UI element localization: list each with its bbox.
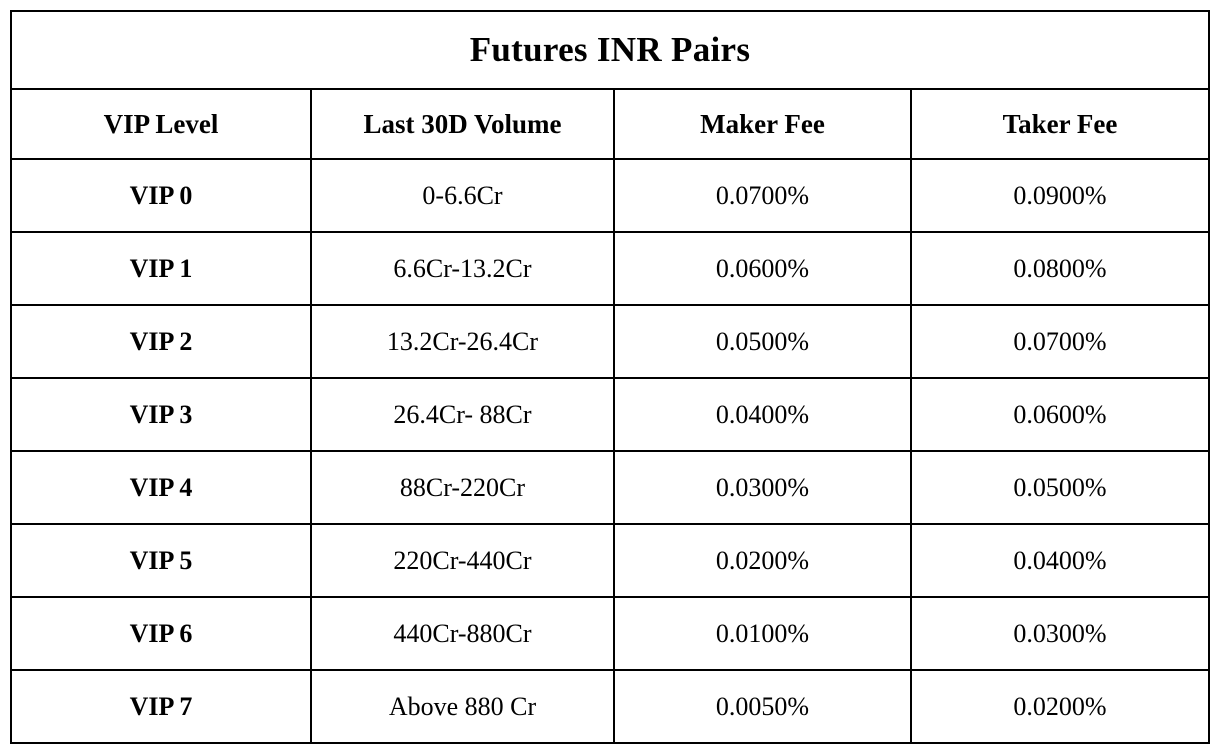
table-row [11,378,1209,451]
cell-vip-level: VIP 2 [11,305,311,378]
cell-maker-fee: 0.0300% [614,451,911,524]
cell-vip-level: VIP 4 [11,451,311,524]
cell-maker-fee: 0.0050% [614,670,911,743]
column-header-maker-fee: Maker Fee [614,89,911,159]
cell-taker-fee: 0.0400% [911,524,1209,597]
cell-vip-level: VIP 0 [11,159,311,232]
table-row [11,597,1209,670]
cell-maker-fee: 0.0500% [614,305,911,378]
table-row [11,524,1209,597]
cell-vip-level: VIP 1 [11,232,311,305]
cell-volume: 0-6.6Cr [311,159,614,232]
table-row [11,305,1209,378]
cell-maker-fee: 0.0600% [614,232,911,305]
cell-taker-fee: 0.0900% [911,159,1209,232]
table-row [11,232,1209,305]
table-header-row [11,89,1209,159]
cell-volume: 220Cr-440Cr [311,524,614,597]
table-title-row [11,11,1209,89]
cell-volume: 88Cr-220Cr [311,451,614,524]
cell-taker-fee: 0.0600% [911,378,1209,451]
cell-maker-fee: 0.0400% [614,378,911,451]
cell-taker-fee: 0.0800% [911,232,1209,305]
cell-maker-fee: 0.0100% [614,597,911,670]
cell-vip-level: VIP 7 [11,670,311,743]
cell-volume: 6.6Cr-13.2Cr [311,232,614,305]
table-row [11,159,1209,232]
cell-taker-fee: 0.0300% [911,597,1209,670]
futures-inr-fee-table [10,10,1210,744]
cell-volume: 26.4Cr- 88Cr [311,378,614,451]
cell-vip-level: VIP 3 [11,378,311,451]
cell-volume: 13.2Cr-26.4Cr [311,305,614,378]
cell-vip-level: VIP 5 [11,524,311,597]
table-row [11,451,1209,524]
cell-taker-fee: 0.0200% [911,670,1209,743]
column-header-vip-level: VIP Level [11,89,311,159]
cell-volume: Above 880 Cr [311,670,614,743]
table-row [11,670,1209,743]
column-header-taker-fee: Taker Fee [911,89,1209,159]
cell-maker-fee: 0.0700% [614,159,911,232]
cell-vip-level: VIP 6 [11,597,311,670]
cell-volume: 440Cr-880Cr [311,597,614,670]
cell-taker-fee: 0.0500% [911,451,1209,524]
cell-maker-fee: 0.0200% [614,524,911,597]
column-header-last-30d-volume: Last 30D Volume [311,89,614,159]
cell-taker-fee: 0.0700% [911,305,1209,378]
table-title: Futures INR Pairs [11,11,1209,89]
